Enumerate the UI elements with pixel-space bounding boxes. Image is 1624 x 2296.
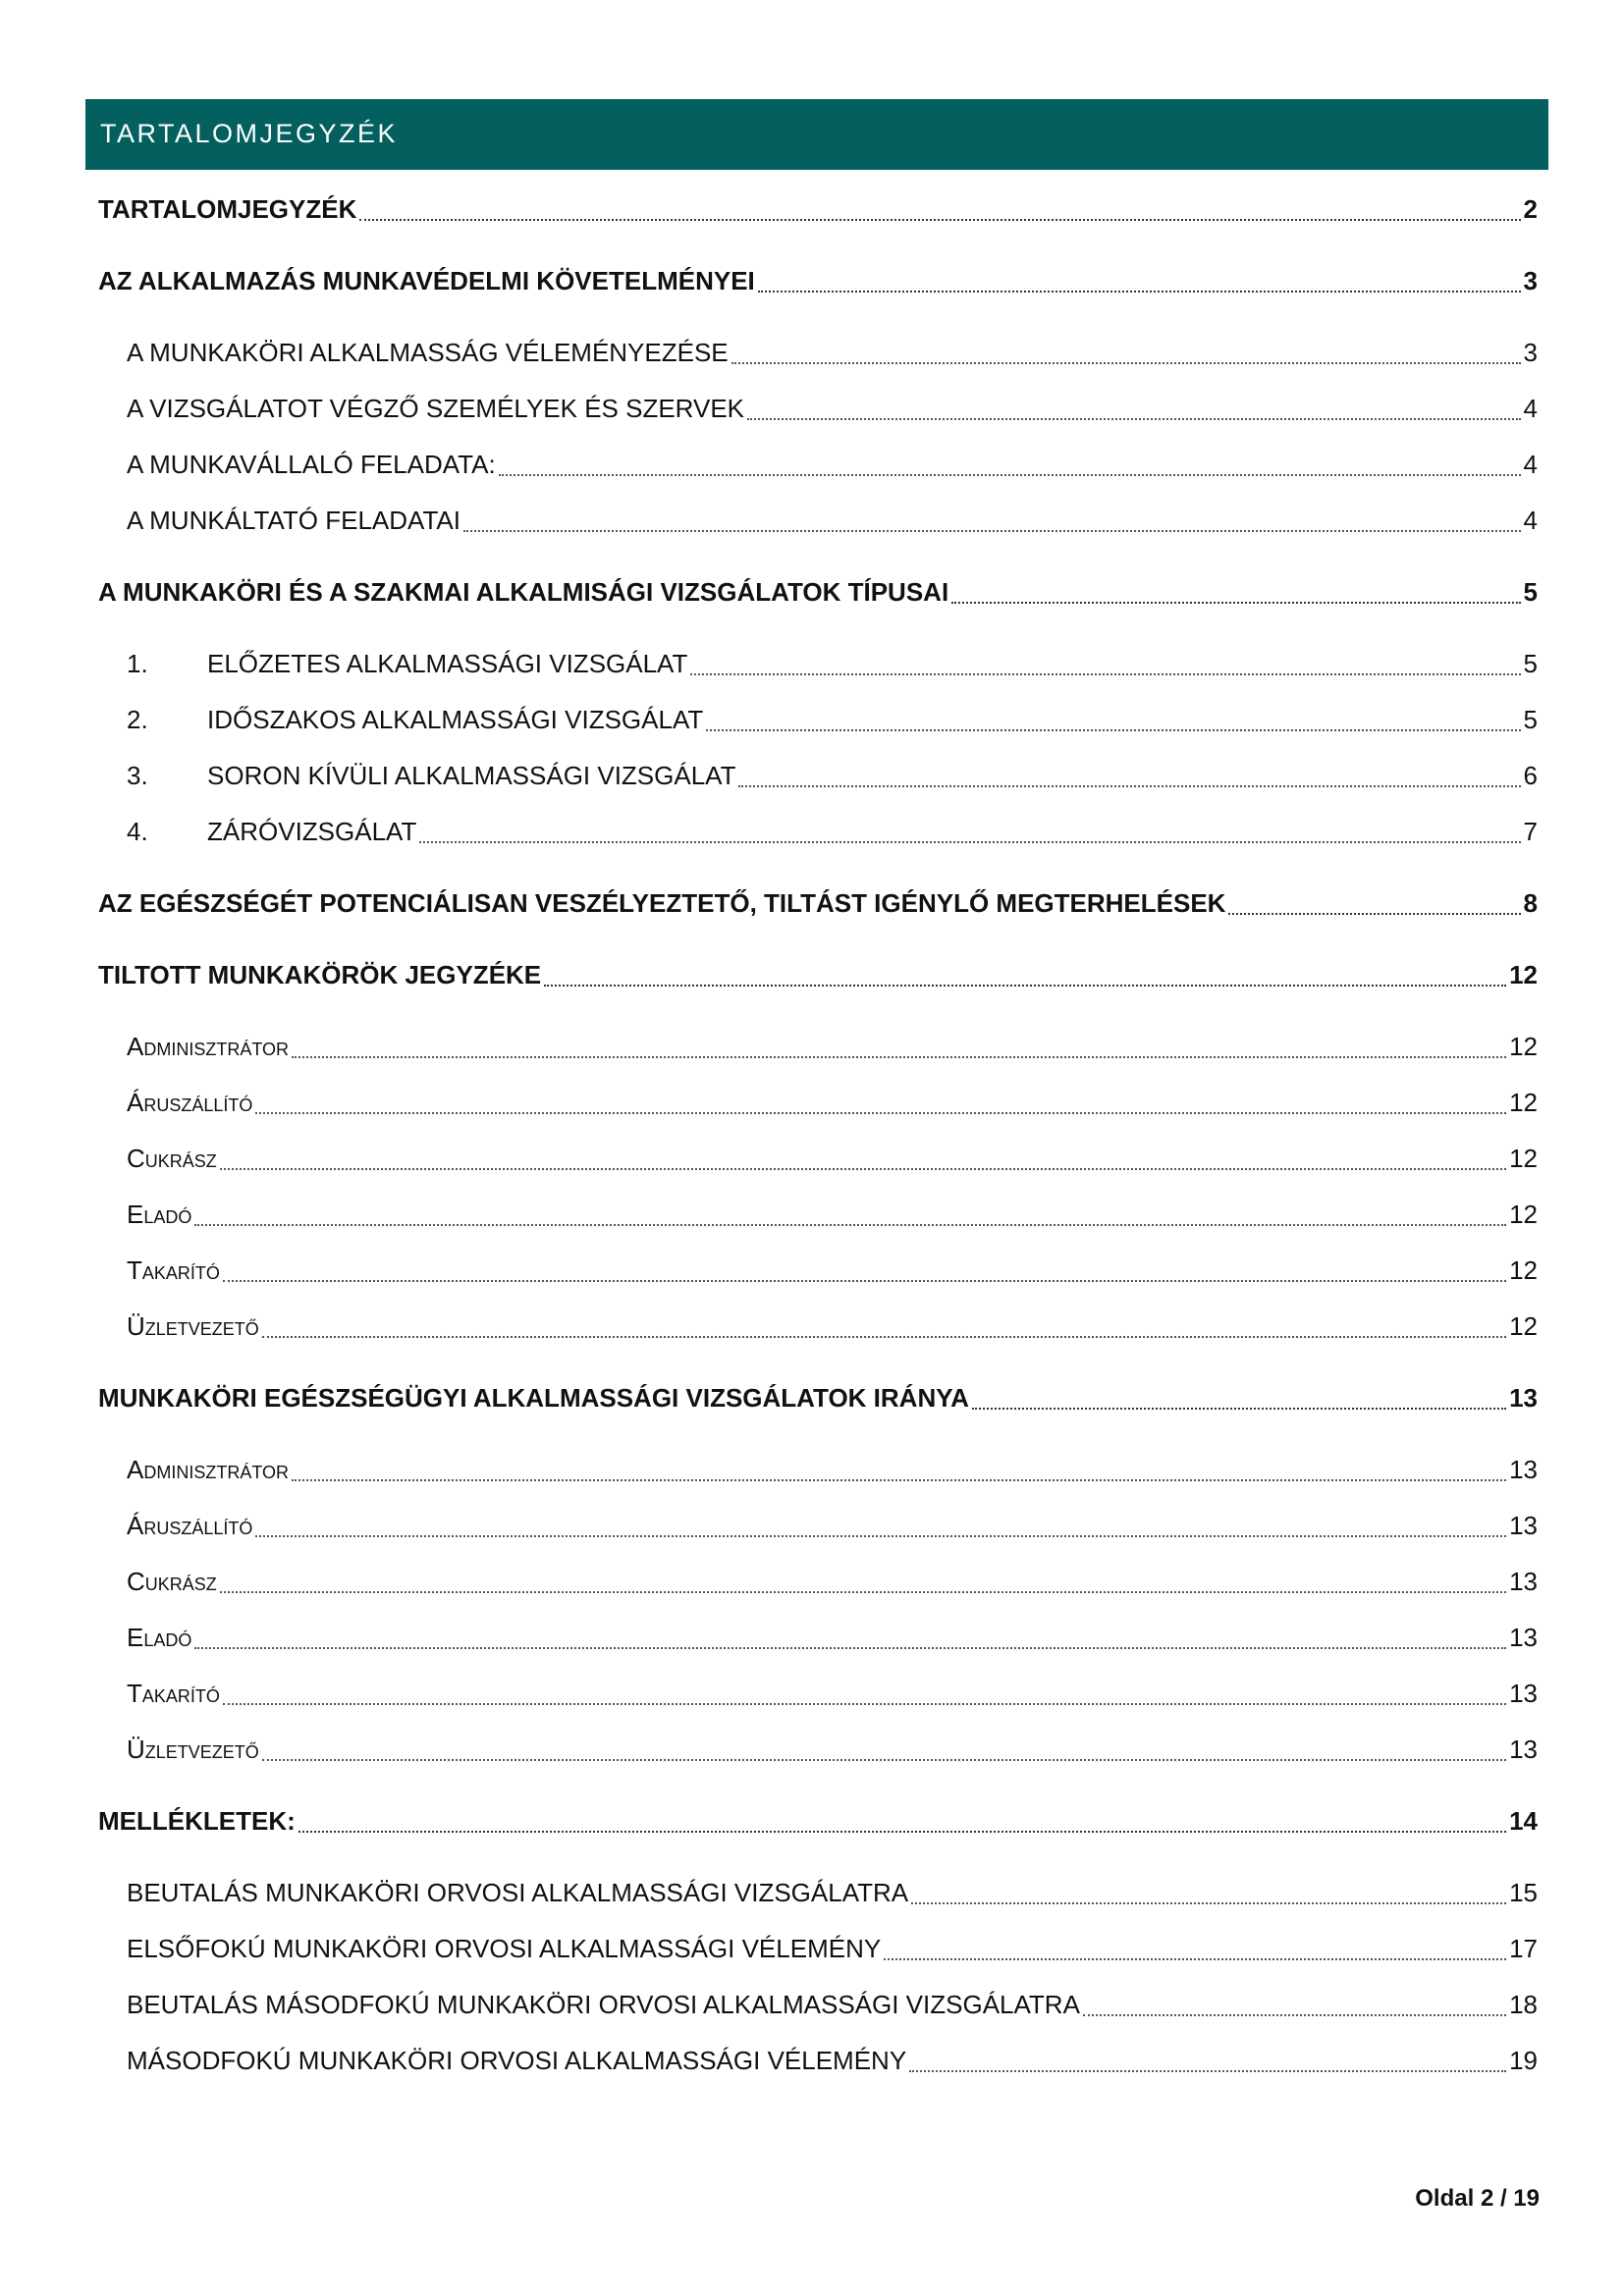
toc-dot-leader <box>220 1166 1506 1170</box>
toc-entry[interactable] <box>127 501 1538 540</box>
toc-entry-label: Eladó <box>127 1623 192 1652</box>
toc-dot-leader <box>544 983 1506 987</box>
toc-dot-leader <box>262 1334 1506 1338</box>
toc-entry[interactable] <box>98 1378 1538 1417</box>
toc-dot-leader <box>292 1477 1506 1481</box>
toc-entry-label: Adminisztrátor <box>127 1455 290 1484</box>
toc-dot-leader <box>738 783 1520 787</box>
toc-entry[interactable] <box>127 1985 1538 2024</box>
toc-entry-label: MELLÉKLETEK: <box>98 1806 296 1836</box>
toc-entry-label: A VIZSGÁLATOT VÉGZŐ SZEMÉLYEK ÉS SZERVEK <box>127 394 745 423</box>
toc-entry-page: 12 <box>1509 1088 1538 1117</box>
toc-entry[interactable] <box>127 1027 1538 1066</box>
toc-entry[interactable] <box>127 333 1538 372</box>
toc-entry[interactable] <box>127 1929 1538 1968</box>
toc-entry-page: 18 <box>1509 1990 1538 2019</box>
toc-entry-page: 5 <box>1523 577 1538 607</box>
toc-entry-label: Cukrász <box>127 1144 217 1173</box>
toc-entry[interactable] <box>127 389 1538 428</box>
toc-dot-leader <box>359 217 1520 221</box>
toc-entry[interactable] <box>127 1873 1538 1912</box>
toc-entry-label: MÁSODFOKÚ MUNKAKÖRI ORVOSI ALKALMASSÁGI VÉLEMÉNY <box>127 2046 907 2075</box>
toc-entry-label: IDŐSZAKOS ALKALMASSÁGI VIZSGÁLAT <box>207 705 704 734</box>
toc-dot-leader <box>911 1900 1506 1904</box>
toc-entry[interactable] <box>127 1618 1538 1657</box>
toc-entry[interactable] <box>127 1195 1538 1234</box>
toc-entry-number: 4. <box>127 817 148 846</box>
toc-entry-label: Cukrász <box>127 1567 217 1596</box>
toc-entry-page: 3 <box>1523 338 1538 367</box>
toc-entry-page: 12 <box>1509 1032 1538 1061</box>
toc-dot-leader <box>758 289 1521 293</box>
toc-entry[interactable] <box>127 1251 1538 1290</box>
toc-entry-page: 19 <box>1509 2046 1538 2075</box>
toc-dot-leader <box>255 1533 1506 1537</box>
toc-entry-label: BEUTALÁS MÁSODFOKÚ MUNKAKÖRI ORVOSI ALKALMASSÁGI VIZSGÁLATRA <box>127 1990 1080 2019</box>
toc-entry[interactable] <box>127 1083 1538 1122</box>
toc-dot-leader <box>419 839 1520 843</box>
toc-entry-label: ZÁRÓVIZSGÁLAT <box>207 817 417 846</box>
toc-entry-page: 2 <box>1523 194 1538 224</box>
toc-entry[interactable] <box>127 644 1538 683</box>
toc-entry-label: AZ ALKALMAZÁS MUNKAVÉDELMI KÖVETELMÉNYEI <box>98 266 755 295</box>
toc-dot-leader <box>298 1829 1506 1833</box>
toc-entry-label: Takarító <box>127 1255 220 1285</box>
toc-entry-page: 6 <box>1523 761 1538 790</box>
toc-dot-leader <box>1228 911 1520 915</box>
toc-entry[interactable] <box>98 572 1538 612</box>
toc-entry-page: 13 <box>1509 1679 1538 1708</box>
toc-entry[interactable] <box>127 756 1538 795</box>
toc-entry-label: AZ EGÉSZSÉGÉT POTENCIÁLISAN VESZÉLYEZTETŐ, TILTÁST IGÉNYLŐ MEGTERHELÉSEK <box>98 888 1226 918</box>
toc-entry-page: 12 <box>1509 1311 1538 1341</box>
toc-entry[interactable] <box>127 2041 1538 2080</box>
toc-entry[interactable] <box>127 445 1538 484</box>
toc-entry[interactable] <box>127 1506 1538 1545</box>
toc-entry-page: 14 <box>1509 1806 1538 1836</box>
toc-entry[interactable] <box>127 812 1538 851</box>
toc-entry-page: 4 <box>1523 506 1538 535</box>
toc-entry-page: 3 <box>1523 266 1538 295</box>
toc-entry-page: 12 <box>1509 1200 1538 1229</box>
toc-entry-page: 15 <box>1509 1878 1538 1907</box>
toc-entry-page: 4 <box>1523 450 1538 479</box>
toc-entry[interactable] <box>127 1730 1538 1769</box>
toc-entry-label: TILTOTT MUNKAKÖRÖK JEGYZÉKE <box>98 960 542 989</box>
toc-dot-leader <box>463 528 1521 532</box>
toc-entry-label: MUNKAKÖRI EGÉSZSÉGÜGYI ALKALMASSÁGI VIZSGÁLATOK IRÁNYA <box>98 1383 969 1413</box>
toc-entry-label: Üzletvezető <box>127 1311 259 1341</box>
toc-entry-label: Áruszállító <box>127 1511 253 1540</box>
toc-entry-page: 12 <box>1509 1144 1538 1173</box>
toc-entry-page: 13 <box>1509 1511 1538 1540</box>
toc-entry-page: 7 <box>1523 817 1538 846</box>
toc-entry[interactable] <box>98 955 1538 994</box>
toc-header-title: TARTALOMJEGYZÉK <box>100 118 399 148</box>
toc-entry-page: 12 <box>1509 1255 1538 1285</box>
toc-dot-leader <box>884 1956 1506 1960</box>
toc-entry-page: 8 <box>1523 888 1538 918</box>
toc-entry[interactable] <box>127 1562 1538 1601</box>
toc-entry-label: BEUTALÁS MUNKAKÖRI ORVOSI ALKALMASSÁGI VIZSGÁLATRA <box>127 1878 909 1907</box>
toc-entry[interactable] <box>98 189 1538 229</box>
toc-entry-label: Üzletvezető <box>127 1735 259 1764</box>
toc-entry-page: 13 <box>1509 1567 1538 1596</box>
toc-entry-page: 17 <box>1509 1934 1538 1963</box>
toc-entry-page: 4 <box>1523 394 1538 423</box>
toc-dot-leader <box>223 1701 1506 1705</box>
toc-entry-label: A MUNKAKÖRI ÉS A SZAKMAI ALKALMISÁGI VIZSGÁLATOK TÍPUSAI <box>98 577 949 607</box>
toc-entry-page: 13 <box>1509 1455 1538 1484</box>
toc-dot-leader <box>220 1589 1506 1593</box>
toc-dot-leader <box>1083 2012 1506 2016</box>
toc-entry[interactable] <box>98 883 1538 923</box>
toc-entry-label: Eladó <box>127 1200 192 1229</box>
toc-entry[interactable] <box>127 1139 1538 1178</box>
toc-entry[interactable] <box>127 1450 1538 1489</box>
toc-entry-label: Áruszállító <box>127 1088 253 1117</box>
toc-dot-leader <box>706 727 1520 731</box>
toc-entry-number: 1. <box>127 649 148 678</box>
page-footer <box>1415 2185 1540 2213</box>
toc-entry-label: A MUNKAKÖRI ALKALMASSÁG VÉLEMÉNYEZÉSE <box>127 338 729 367</box>
toc-dot-leader <box>262 1757 1506 1761</box>
toc-dot-leader <box>747 416 1521 420</box>
toc-entry-page: 13 <box>1509 1623 1538 1652</box>
toc-entry-label: A MUNKÁLTATÓ FELADATAI <box>127 506 460 535</box>
toc-dot-leader <box>255 1110 1506 1114</box>
toc-entry-number: 2. <box>127 705 148 734</box>
toc-dot-leader <box>223 1278 1506 1282</box>
toc-entry[interactable] <box>98 261 1538 300</box>
toc-entry-page: 5 <box>1523 705 1538 734</box>
toc-entry-page: 12 <box>1509 960 1538 989</box>
toc-dot-leader <box>292 1054 1506 1058</box>
toc-entry-label: Adminisztrátor <box>127 1032 290 1061</box>
page-number: Oldal 2 / 19 <box>1415 2185 1540 2212</box>
toc-entry-label: ELSŐFOKÚ MUNKAKÖRI ORVOSI ALKALMASSÁGI VÉLEMÉNY <box>127 1934 882 1963</box>
toc-entry-page: 5 <box>1523 649 1538 678</box>
toc-entry[interactable] <box>127 1307 1538 1346</box>
toc-entry-page: 13 <box>1509 1383 1538 1413</box>
toc-entry-label: ELŐZETES ALKALMASSÁGI VIZSGÁLAT <box>207 649 688 678</box>
toc-entry[interactable] <box>127 700 1538 739</box>
toc-entry[interactable] <box>98 1801 1538 1841</box>
toc-dot-leader <box>194 1222 1506 1226</box>
toc-dot-leader <box>972 1406 1506 1410</box>
toc-dot-leader <box>951 600 1520 604</box>
toc-dot-leader <box>499 472 1521 476</box>
toc-dot-leader <box>690 671 1520 675</box>
toc-entry-page: 13 <box>1509 1735 1538 1764</box>
toc-entry-number: 3. <box>127 761 148 790</box>
toc-entry[interactable] <box>127 1674 1538 1713</box>
toc-entry-label: SORON KÍVÜLI ALKALMASSÁGI VIZSGÁLAT <box>207 761 736 790</box>
toc-entry-label: TARTALOMJEGYZÉK <box>98 194 357 224</box>
toc-entry-label: Takarító <box>127 1679 220 1708</box>
toc-dot-leader <box>909 2068 1506 2072</box>
toc-dot-leader <box>731 360 1521 364</box>
toc-entry-label: A MUNKAVÁLLALÓ FELADATA: <box>127 450 496 479</box>
toc-dot-leader <box>194 1645 1506 1649</box>
